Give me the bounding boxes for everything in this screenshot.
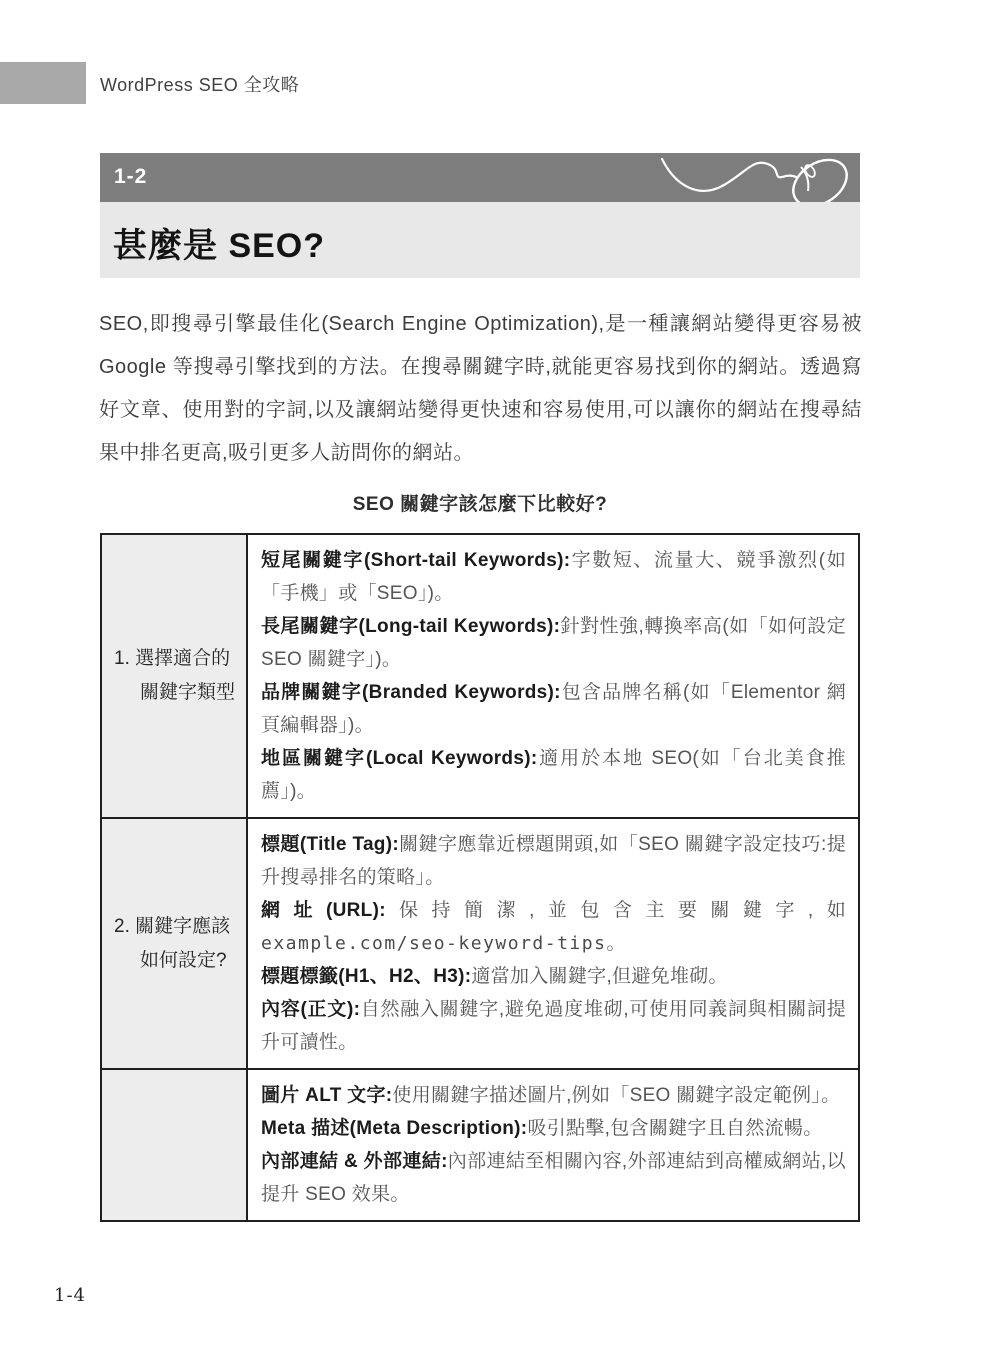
keyword-description: 使用關鍵字描述圖片,例如「SEO 關鍵字設定範例」。: [392, 1085, 841, 1106]
section-header-bar: [100, 153, 860, 202]
table-row: [101, 534, 859, 818]
table-item: [261, 960, 846, 993]
section-title-box: [100, 202, 860, 278]
keyword-description: 。: [606, 933, 626, 954]
keyword-description: 關鍵字應靠近標題開頭,如「SEO 關鍵字設定技巧:提升搜尋排名的策略」。: [261, 834, 846, 888]
table-item: [261, 993, 846, 1059]
keyword-term: 內部連結 & 外部連結:: [261, 1151, 448, 1172]
table-item: [261, 610, 846, 676]
table-item: [261, 894, 846, 960]
table-row: [101, 818, 859, 1069]
table-item: [261, 676, 846, 742]
section-number: 1-2: [114, 165, 148, 188]
chapter-edge-tab: [0, 62, 86, 104]
keyword-description: 包含品牌名稱(如「Elementor 網頁編輯器」)。: [261, 682, 846, 736]
keyword-term: 圖片 ALT 文字:: [261, 1085, 393, 1106]
keyword-term: 品牌關鍵字(Branded Keywords):: [261, 682, 561, 703]
row-label-cell: [101, 818, 247, 1069]
keyword-description: 字數短、流量大、競爭激烈(如「手機」或「SEO」)。: [261, 550, 846, 604]
keyword-description: 自然融入關鍵字,避免過度堆砌,可使用同義詞與相關詞提升可讀性。: [261, 999, 847, 1053]
row-label-line1: 2. 關鍵字應該: [114, 915, 231, 937]
table-item: [261, 828, 846, 894]
row-label-cell: [101, 1069, 247, 1221]
keyword-description: 吸引點擊,包含關鍵字且自然流暢。: [527, 1118, 823, 1139]
row-label-line2: 關鍵字類型: [140, 682, 236, 703]
url-code: example.com/seo-keyword-tips: [261, 933, 607, 954]
row-label-cell: [101, 534, 247, 818]
keyword-term: 短尾關鍵字(Short-tail Keywords):: [261, 550, 571, 571]
keyword-term: Meta 描述(Meta Description):: [261, 1118, 528, 1139]
keyword-description: 內部連結至相關內容,外部連結到高權威網站,以提升 SEO 效果。: [261, 1151, 846, 1205]
keyword-term: 標題(Title Tag):: [261, 834, 399, 855]
row-label-line1: 1. 選擇適合的: [114, 648, 231, 669]
keyword-term: 內容(正文):: [261, 999, 361, 1020]
table-row: [101, 1069, 859, 1221]
section-title: 甚麼是 SEO?: [113, 227, 326, 265]
table-item: [261, 544, 846, 610]
keyword-description: 適當加入關鍵字,但避免堆砌。: [471, 966, 728, 987]
seo-keywords-table: [100, 533, 860, 1222]
mouse-cable-icon: [658, 153, 858, 202]
keyword-term: 地區關鍵字(Local Keywords):: [261, 748, 538, 769]
table-item: [261, 1079, 846, 1112]
row-content-cell: [247, 818, 859, 1069]
keyword-term: 網址(URL):: [261, 900, 386, 921]
row-content-cell: [247, 1069, 859, 1221]
row-content-cell: [247, 534, 859, 818]
page-number: 1-4: [54, 1285, 86, 1306]
keyword-description: 適用於本地 SEO(如「台北美食推薦」)。: [261, 748, 846, 802]
intro-paragraph: SEO,即搜尋引擎最佳化(Search Engine Optimization),是一種讓網站變得更容易被 Google 等搜尋引擎找到的方法。在搜尋關鍵字時,就能更容易找到你的網站。透過寫好文章、使用對的字詞,以及讓網站變得更快速和容易使用,可以讓你的網站在搜尋結果中排名更高,吸引更多人訪問你的網站。: [99, 313, 862, 464]
table-caption: SEO 關鍵字該怎麼下比較好?: [352, 494, 608, 515]
keyword-description: 保持簡潔,並包含主要關鍵字,如: [385, 900, 846, 921]
keyword-term: 長尾關鍵字(Long-tail Keywords):: [261, 616, 561, 637]
running-head-title: WordPress SEO 全攻略: [100, 75, 300, 95]
row-label-line2: 如何設定?: [140, 949, 227, 971]
keyword-description: 針對性強,轉換率高(如「如何設定 SEO 關鍵字」)。: [261, 616, 846, 670]
table-item: [261, 1112, 846, 1145]
keyword-term: 標題標籤(H1、H2、H3):: [261, 966, 472, 987]
table-item: [261, 1145, 846, 1211]
table-item: [261, 742, 846, 808]
